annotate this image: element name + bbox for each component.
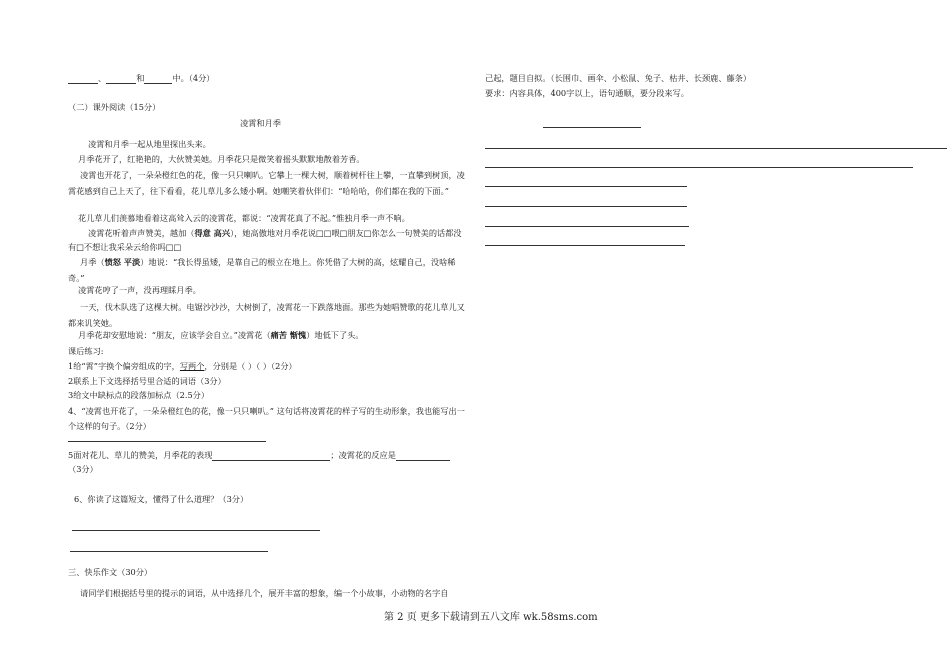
essay-title-line[interactable] bbox=[543, 127, 641, 128]
story-paragraph-8: 一天，伐木队选了这棵大树。电锯沙沙沙，大树倒了，凌霄花一下跌落地面。那些为她唱赞歌的花儿草儿又都来讥笑她。 bbox=[68, 302, 465, 328]
essay-prompt: 请同学们根据括号里的提示的词语，从中选择几个，展开丰富的想象，编一个小故事，小动物的名字自 bbox=[80, 588, 449, 598]
story-paragraph-5: 凌霄花听着声声赞美，越加（得意 高兴），她高傲地对月季花说□□喂□朋友□你怎么一句赞美的话都没有□不想让我采朵云给你吗□□ bbox=[68, 228, 462, 252]
essay-line-2[interactable] bbox=[485, 167, 913, 168]
story-title: 凌霄和月季 bbox=[240, 118, 281, 128]
exercises-title: 课后练习: bbox=[68, 346, 104, 356]
answer-line-q6-2[interactable] bbox=[70, 551, 268, 552]
word-choice-options-2: 愤怒 平淡 bbox=[104, 257, 141, 267]
question-3: 3给文中缺标点的段落加标点（2.5分） bbox=[68, 390, 210, 400]
blank-2[interactable] bbox=[106, 73, 136, 84]
story-paragraph-7: 凌霄花哼了一声，没再理睬月季。 bbox=[78, 285, 201, 295]
word-choice-options-1: 得意 高兴 bbox=[194, 228, 231, 238]
question-1: 1给“霄”字换个偏旁组成的字，写两个，分别是（ ）（ ）（2分） bbox=[68, 361, 297, 371]
answer-blank-q5-1[interactable] bbox=[212, 450, 330, 461]
question-2: 2联系上下文选择括号里合适的词语（3分） bbox=[68, 376, 226, 386]
section3-title: 三、快乐作文（30分） bbox=[68, 567, 153, 577]
section2-title: （二）课外阅读（15分） bbox=[68, 102, 161, 112]
question-5-score: （3分） bbox=[68, 464, 98, 474]
essay-prompt-continued: 己起，题目自拟。（长围巾、画伞、小松鼠、兔子、枯井、长颈鹿、藤条） bbox=[485, 73, 752, 83]
blank-3[interactable] bbox=[144, 73, 172, 84]
answer-line-q6-1[interactable] bbox=[72, 530, 320, 531]
answer-line-q4[interactable] bbox=[68, 441, 266, 442]
question-5: 5面对花儿、草儿的赞美，月季花的表现 ；凌霄花的反应是 bbox=[68, 450, 450, 461]
fill-blank-line: 、 和 中。（4分） bbox=[68, 73, 214, 84]
essay-line-5[interactable] bbox=[485, 226, 689, 227]
essay-line-4[interactable] bbox=[485, 206, 687, 207]
question-4: 4、“凌霄也开花了，一朵朵橙红色的花，像一只只喇叭。” 这句话将凌霄花的样子写的生动形象，我也能写出一个这样的句子。（2分） bbox=[68, 406, 465, 431]
essay-requirements: 要求：内容具体，400字以上，语句通顺，要分段来写。 bbox=[485, 88, 689, 98]
answer-blank-q5-2[interactable] bbox=[396, 450, 450, 461]
blank-1[interactable] bbox=[68, 73, 98, 84]
story-paragraph-6: 月季（愤怒 平淡）地说：“我长得虽矮，是靠自己的根立在地上。你凭借了大树的高，炫耀自己，没啥稀奇。” bbox=[68, 257, 456, 283]
question-6: 6、你读了这篇短文，懂得了什么道理？（3分） bbox=[74, 494, 249, 504]
story-paragraph-4: 花儿草儿们羡慕地看着这高耸入云的凌霄花，都说：“凌霄花真了不起。”惟独月季一声不响。 bbox=[78, 213, 410, 223]
page-footer: 第 2 页 更多下载请到五八文库 wk.58sms.com bbox=[384, 612, 598, 623]
story-paragraph-1: 凌霄和月季一起从地里探出头来。 bbox=[88, 139, 211, 149]
essay-line-1[interactable] bbox=[485, 148, 947, 149]
essay-line-6[interactable] bbox=[485, 245, 685, 246]
story-paragraph-9: 月季花却安慰地说：“朋友，应该学会自立。”凌霄花（痛苦 惭愧）地低下了头。 bbox=[78, 330, 364, 340]
essay-line-3[interactable] bbox=[485, 186, 687, 187]
word-choice-options-3: 痛苦 惭愧 bbox=[270, 330, 307, 340]
story-paragraph-3: 凌霄也开花了，一朵朵橙红色的花，像一只只喇叭。它攀上一棵大树，顺着树杆往上攀，一直攀到树顶，凌霄花感到自己上天了，往下看看，花儿草儿多么矮小啊。她嘲笑着伙伴们：“哈哈哈，你们都在我的下面。” bbox=[68, 170, 465, 196]
story-paragraph-2: 月季花开了，红艳艳的，大伙赞美她。月季花只是微笑着摇头默默地散着芳香。 bbox=[78, 154, 365, 164]
